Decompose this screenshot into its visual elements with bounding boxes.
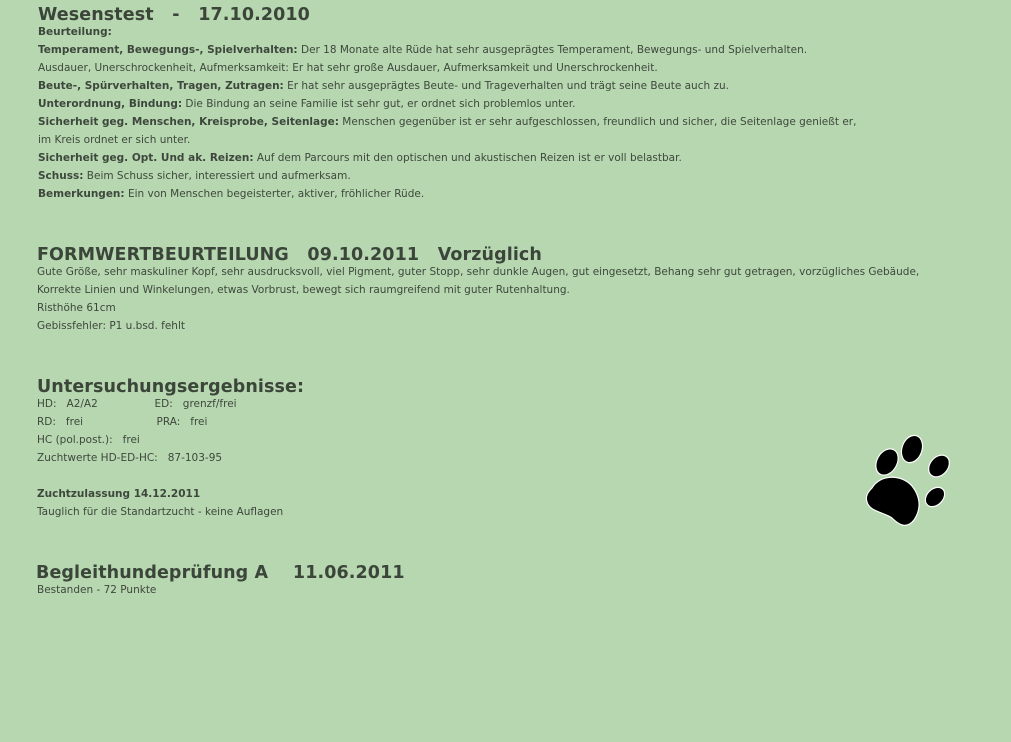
line-text: Der 18 Monate alte Rüde hat sehr ausgeprägtes Temperament, Bewegungs- und Spielverhalten. xyxy=(297,44,808,56)
line-text: Die Bindung an seine Familie ist sehr gut, er ordnet sich problemlos unter. xyxy=(182,98,576,110)
begleit-section xyxy=(36,563,405,599)
begleit-heading: Begleithundeprüfung A 11.06.2011 xyxy=(36,563,405,583)
wesenstest-line xyxy=(38,59,856,77)
wesenstest-line xyxy=(38,149,856,167)
zuchtzulassung-text: Tauglich für die Standartzucht - keine Auflagen xyxy=(37,506,284,518)
wesenstest-line xyxy=(38,113,856,131)
formwert-line: Risthöhe 61cm xyxy=(37,302,116,314)
formwert-lines xyxy=(37,263,919,335)
untersuchung-lines xyxy=(37,395,304,467)
line-text: Beim Schuss sicher, interessiert und aufmerksam. xyxy=(83,170,351,182)
line-label: Beute-, Spürverhalten, Tragen, Zutragen: xyxy=(38,80,284,92)
line-label: Bemerkungen: xyxy=(38,188,125,200)
formwert-line: Korrekte Linien und Winkelungen, etwas Vorbrust, bewegt sich raumgreifend mit guter Rutenhaltung. xyxy=(37,284,570,296)
formwert-section xyxy=(37,245,919,335)
wesenstest-line xyxy=(38,185,856,203)
line-text: Ein von Menschen begeisterter, aktiver, fröhlicher Rüde. xyxy=(124,188,425,200)
line-text: im Kreis ordnet er sich unter. xyxy=(38,134,191,146)
zuchtzulassung-label: Zuchtzulassung 14.12.2011 xyxy=(37,488,201,500)
untersuchung-line: RD: frei PRA: frei xyxy=(37,416,208,428)
wesenstest-heading: Wesenstest - 17.10.2010 xyxy=(38,5,310,25)
line-text: Ausdauer, Unerschrockenheit, Aufmerksamkeit: Er hat sehr große Ausdauer, Aufmerksamkeit und Unerschrockenheit. xyxy=(38,62,658,74)
wesenstest-line xyxy=(38,41,856,59)
wesenstest-section xyxy=(38,5,856,203)
wesenstest-line xyxy=(38,23,856,41)
line-label: Sicherheit geg. Opt. Und ak. Reizen: xyxy=(38,152,254,164)
line-label: Sicherheit geg. Menschen, Kreisprobe, Seitenlage: xyxy=(38,116,339,128)
untersuchung-heading: Untersuchungsergebnisse: xyxy=(37,377,305,397)
formwert-line: Gebissfehler: P1 u.bsd. fehlt xyxy=(37,320,185,332)
wesenstest-line xyxy=(38,167,856,185)
formwert-heading: FORMWERTBEURTEILUNG 09.10.2011 Vorzüglich xyxy=(37,245,542,265)
untersuchung-section xyxy=(37,377,304,521)
untersuchung-line: HC (pol.post.): frei xyxy=(37,434,140,446)
untersuchung-line: Zuchtwerte HD-ED-HC: 87-103-95 xyxy=(37,452,223,464)
wesenstest-line xyxy=(38,95,856,113)
untersuchung-line: HD: A2/A2 ED: grenzf/frei xyxy=(37,398,237,410)
begleit-text: Bestanden - 72 Punkte xyxy=(37,584,157,596)
formwert-line: Gute Größe, sehr maskuliner Kopf, sehr ausdrucksvoll, viel Pigment, guter Stopp, sehr dunkle Augen, gut eingesetzt, Behang sehr gut getragen, vorzügliches Gebäude, xyxy=(37,266,920,278)
line-label: Schuss: xyxy=(38,170,84,182)
wesenstest-line xyxy=(38,77,856,95)
wesenstest-lines xyxy=(38,23,856,203)
wesenstest-line xyxy=(38,131,856,149)
line-label: Beurteilung: xyxy=(38,26,112,38)
line-text: Er hat sehr ausgeprägtes Beute- und Trageverhalten und trägt seine Beute auch zu. xyxy=(283,80,729,92)
line-text: Menschen gegenüber ist er sehr aufgeschlossen, freundlich und sicher, die Seitenlage genießt er, xyxy=(338,116,857,128)
line-label: Temperament, Bewegungs-, Spielverhalten: xyxy=(38,44,298,56)
paw-print-icon xyxy=(862,430,960,532)
line-label: Unterordnung, Bindung: xyxy=(38,98,183,110)
line-text: Auf dem Parcours mit den optischen und akustischen Reizen ist er voll belastbar. xyxy=(253,152,682,164)
